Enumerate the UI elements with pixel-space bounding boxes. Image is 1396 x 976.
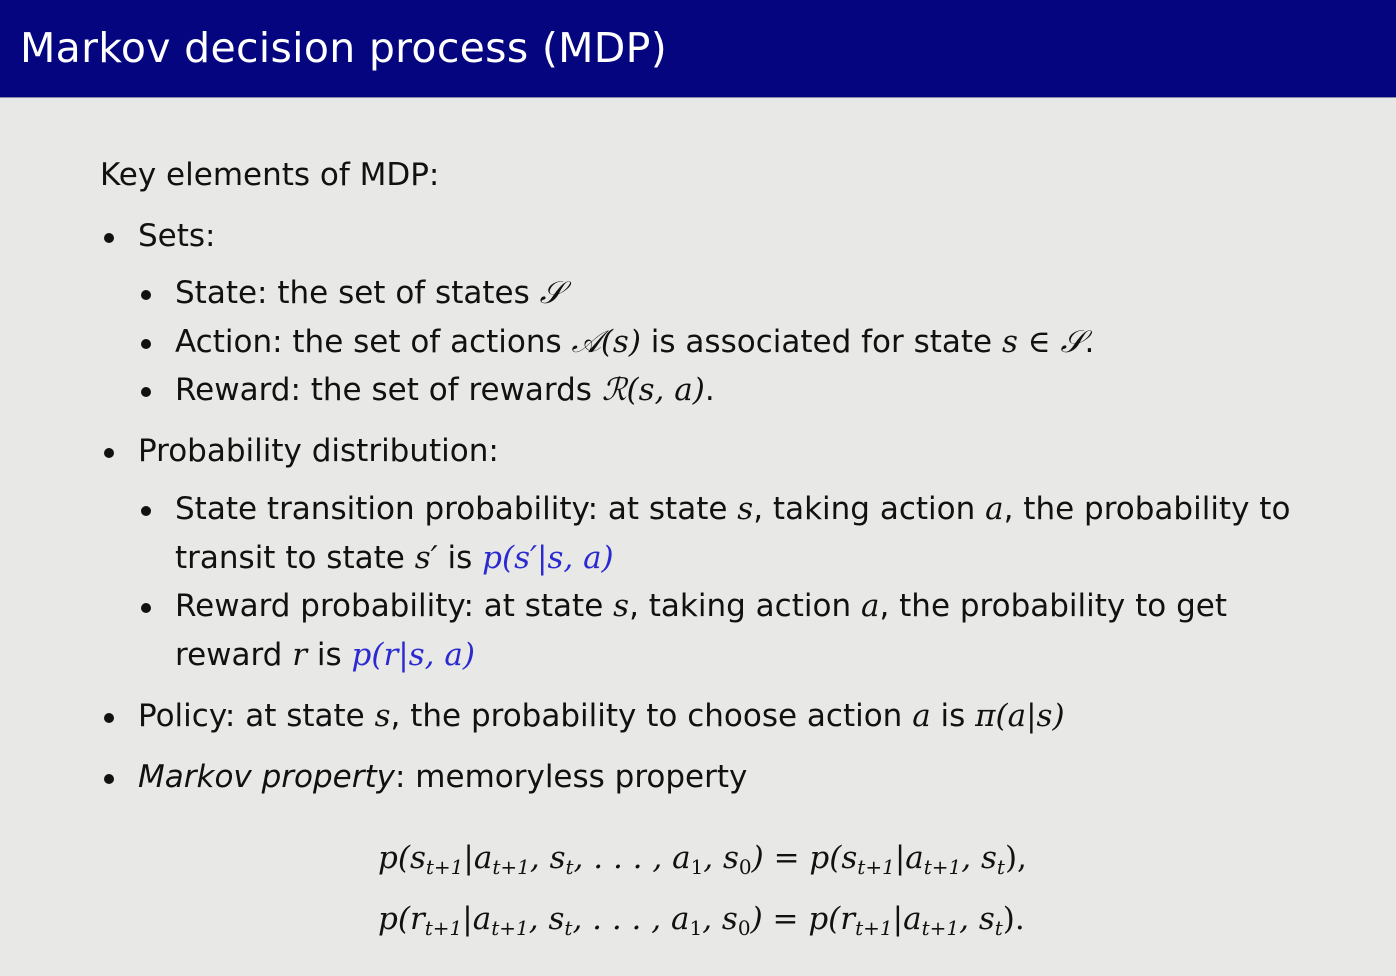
transition-a: a bbox=[985, 491, 1004, 527]
eq1-part-4: , . . . , a bbox=[573, 840, 691, 876]
bullet-markov bbox=[104, 774, 114, 784]
reward-text: Reward: the set of rewards bbox=[175, 372, 602, 408]
equation-1 bbox=[378, 840, 1027, 879]
bullet-probability bbox=[104, 448, 114, 458]
bullet-reward-prob bbox=[141, 603, 151, 613]
intro-text: Key elements of MDP: bbox=[100, 157, 440, 193]
transition-line-1 bbox=[175, 491, 1291, 527]
markov-rest: : memoryless property bbox=[395, 759, 748, 795]
eq1-part-5: , s bbox=[703, 840, 739, 876]
reward-prob-text-d: reward bbox=[175, 637, 293, 673]
policy-a: a bbox=[912, 698, 931, 734]
transition-text-b: , taking action bbox=[753, 491, 986, 527]
transition-s: s bbox=[737, 491, 754, 527]
reward-prob-s: s bbox=[613, 588, 630, 624]
transition-formula: p(s′|s, a) bbox=[482, 540, 614, 576]
eq1-sub-1: t+1 bbox=[425, 855, 464, 879]
eq2-part-5: , s bbox=[702, 901, 738, 937]
transition-text-e: is bbox=[437, 540, 483, 576]
eq1-sub-8: t bbox=[996, 855, 1005, 879]
action-middle: is associated for state bbox=[640, 324, 1002, 360]
transition-line-2 bbox=[175, 540, 614, 576]
eq2-part-2: |a bbox=[462, 901, 492, 937]
reward-math: ℛ(s, a) bbox=[601, 372, 705, 408]
bullet-sets bbox=[104, 233, 114, 243]
state-math: 𝒮 bbox=[539, 275, 564, 311]
markov-item bbox=[138, 759, 748, 795]
eq1-part-6: ) = p(s bbox=[751, 840, 858, 876]
eq2-sub-7: t+1 bbox=[921, 916, 960, 940]
eq1-sub-4: 1 bbox=[690, 855, 704, 879]
eq2-sub-8: t bbox=[994, 916, 1003, 940]
reward-prob-r: r bbox=[292, 637, 308, 673]
eq2-sub-6: t+1 bbox=[855, 916, 893, 940]
eq2-part-1: p(r bbox=[378, 901, 425, 937]
eq2-end: ). bbox=[1002, 901, 1025, 937]
eq2-sub-5: 0 bbox=[737, 916, 751, 940]
reward-prob-text-b: , taking action bbox=[629, 588, 861, 624]
bullet-transition bbox=[141, 506, 151, 516]
markov-italic: Markov property bbox=[138, 759, 395, 795]
eq2-part-7: |a bbox=[892, 901, 922, 937]
eq2-part-4: , . . . , a bbox=[572, 901, 690, 937]
transition-text-d: transit to state bbox=[175, 540, 415, 576]
reward-item bbox=[175, 372, 715, 408]
title-bar bbox=[0, 0, 1396, 98]
transition-text-c: , the probability to bbox=[1003, 491, 1291, 527]
action-text: Action: the set of actions bbox=[175, 324, 572, 360]
eq2-part-3: , s bbox=[528, 901, 565, 937]
eq1-part-2: |a bbox=[463, 840, 493, 876]
bullet-reward bbox=[141, 387, 151, 397]
policy-formula: π(a|s) bbox=[975, 698, 1065, 734]
equation-2 bbox=[378, 901, 1025, 940]
bullet-state bbox=[141, 290, 151, 300]
action-item bbox=[175, 324, 1095, 360]
eq1-part-7: |a bbox=[894, 840, 924, 876]
eq2-sub-2: t+1 bbox=[491, 916, 529, 940]
reward-prob-text-a: Reward probability: at state bbox=[175, 588, 614, 624]
slide-title: Markov decision process (MDP) bbox=[20, 24, 668, 72]
sets-label: Sets: bbox=[138, 218, 216, 254]
eq1-part-1: p(s bbox=[378, 840, 426, 876]
eq2-sub-4: 1 bbox=[689, 916, 703, 940]
policy-text-c: is bbox=[930, 698, 976, 734]
reward-prob-a: a bbox=[860, 588, 880, 624]
reward-suffix: . bbox=[704, 372, 715, 408]
eq1-sub-3: t bbox=[565, 855, 574, 879]
policy-s: s bbox=[374, 698, 391, 734]
action-math-2: s ∈ 𝒮 bbox=[1001, 324, 1085, 360]
probability-label: Probability distribution: bbox=[138, 433, 499, 469]
policy-item bbox=[138, 698, 1065, 734]
eq1-sub-5: 0 bbox=[738, 855, 752, 879]
reward-prob-text-c: , the probability to get bbox=[879, 588, 1228, 624]
policy-text-b: , the probability to choose action bbox=[390, 698, 913, 734]
eq1-sub-6: t+1 bbox=[857, 855, 895, 879]
transition-sprime: s′ bbox=[414, 540, 438, 576]
eq2-sub-1: t+1 bbox=[424, 916, 463, 940]
bullet-action bbox=[141, 339, 151, 349]
reward-prob-formula: p(r|s, a) bbox=[351, 637, 475, 673]
eq1-part-8: , s bbox=[961, 840, 997, 876]
eq1-sub-7: t+1 bbox=[923, 855, 962, 879]
eq2-part-6: ) = p(r bbox=[750, 901, 856, 937]
transition-text-a: State transition probability: at state bbox=[175, 491, 738, 527]
eq1-sub-2: t+1 bbox=[492, 855, 530, 879]
eq1-end: ), bbox=[1004, 840, 1027, 876]
reward-prob-line-1 bbox=[175, 588, 1228, 624]
bullet-policy bbox=[104, 713, 114, 723]
eq1-part-3: , s bbox=[529, 840, 566, 876]
action-suffix: . bbox=[1084, 324, 1095, 360]
action-math: 𝒜(s) bbox=[571, 324, 641, 360]
eq2-sub-3: t bbox=[564, 916, 573, 940]
eq2-part-8: , s bbox=[959, 901, 995, 937]
reward-prob-line-2 bbox=[175, 637, 475, 673]
policy-text-a: Policy: at state bbox=[138, 698, 375, 734]
state-item bbox=[175, 275, 564, 311]
reward-prob-text-e: is bbox=[307, 637, 352, 673]
state-text: State: the set of states bbox=[175, 275, 540, 311]
